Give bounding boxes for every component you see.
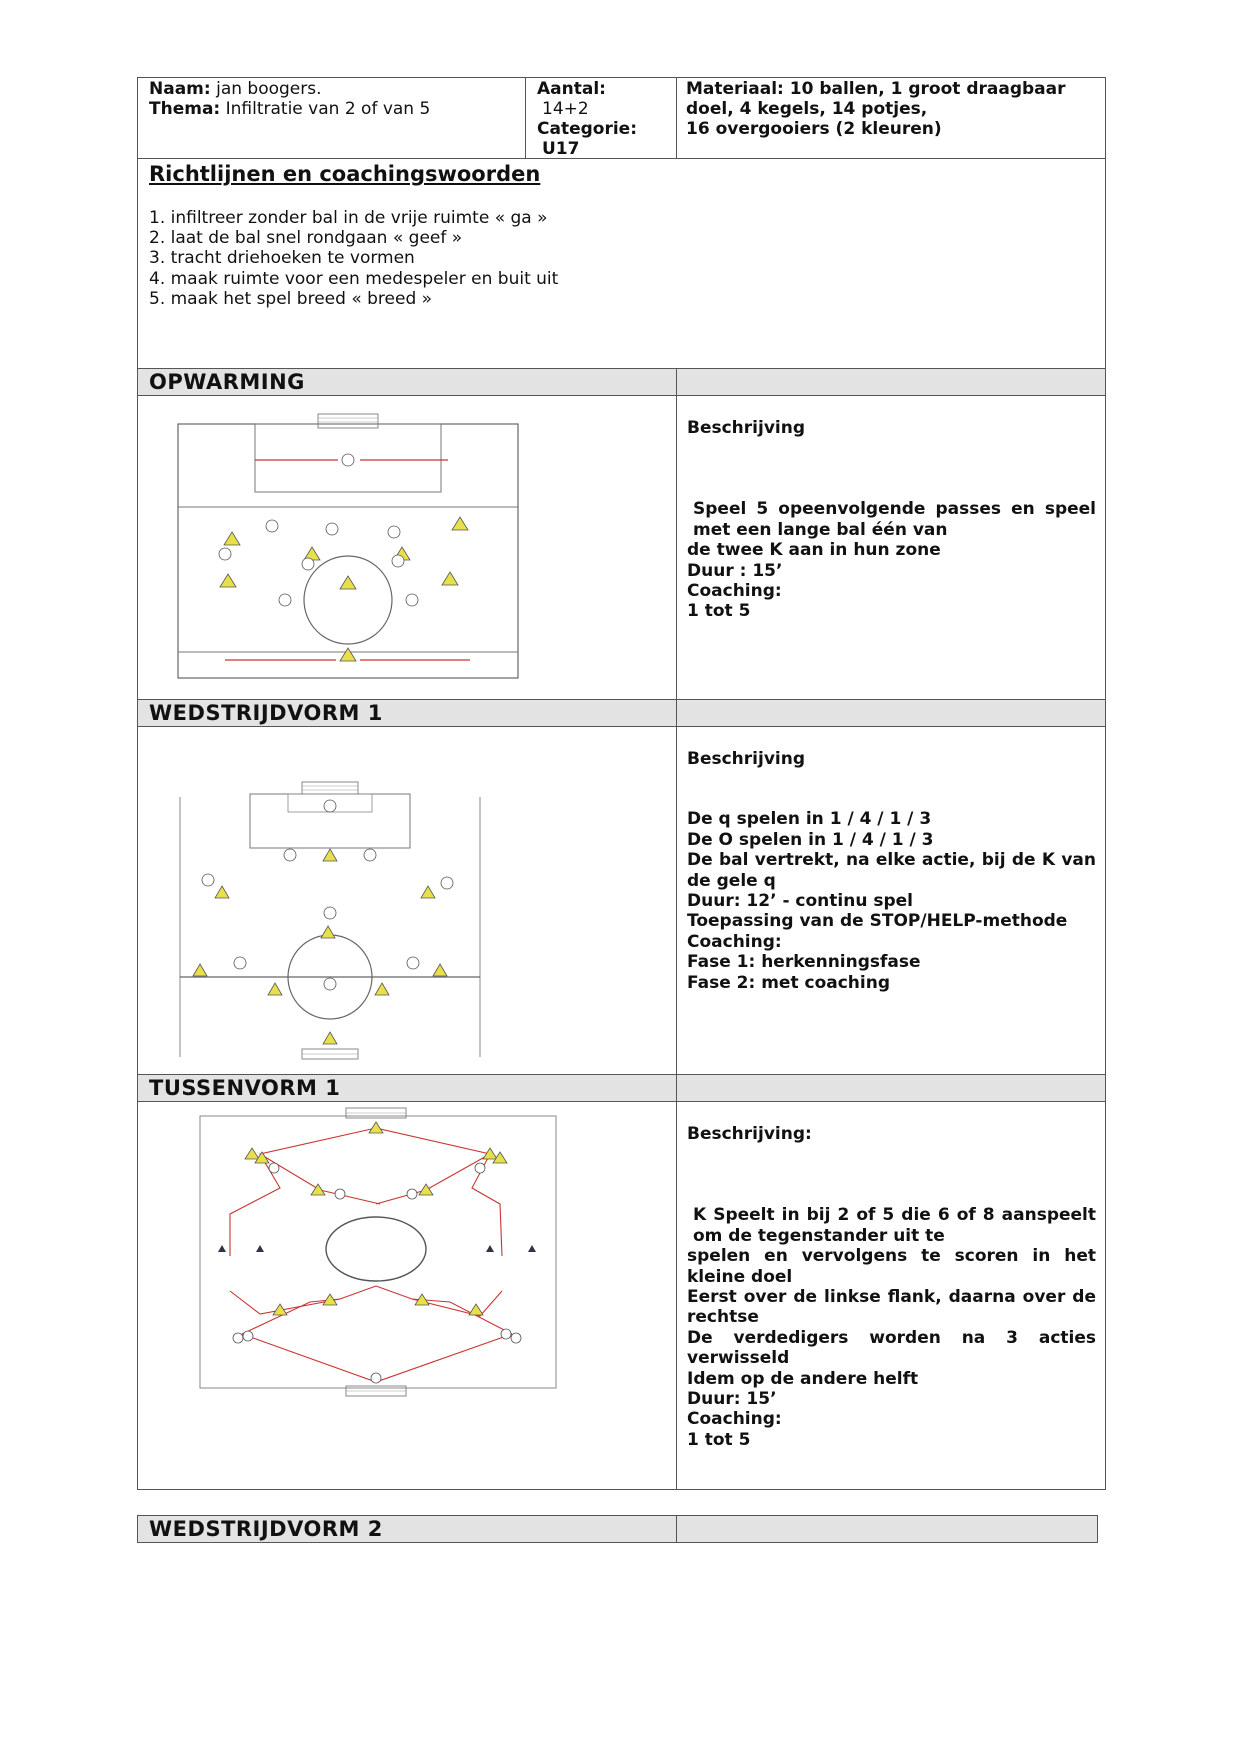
guideline-item: 3. tracht driehoeken te vormen	[149, 248, 415, 269]
description-title: Beschrijving	[687, 418, 806, 438]
description-paragraph: spelen en vervolgens te scoren in het kleine doel	[687, 1246, 1096, 1287]
description-line: De q spelen in 1 / 4 / 1 / 3	[687, 809, 932, 830]
guideline-item: 1. infiltreer zonder bal in de vrije ruimte « ga »	[149, 208, 548, 228]
description-line: Idem op de andere helft	[687, 1368, 919, 1389]
naam-value: jan boogers.	[216, 79, 322, 99]
guideline-item: 5. maak het spel breed « breed »	[149, 288, 433, 309]
wedstrijdvorm1-diagram	[170, 772, 590, 1062]
materiaal-line-2: doel, 4 kegels, 14 potjes,	[686, 99, 928, 119]
aantal-label: Aantal:	[537, 79, 606, 99]
materiaal-line-3: 16 overgooiers (2 kleuren)	[686, 119, 942, 139]
description-paragraph: De verdedigers worden na 3 acties verwisseld	[687, 1327, 1096, 1369]
guideline-item: 4. maak ruimte voor een medespeler en buit uit	[149, 268, 559, 289]
opwarming-description	[677, 418, 1106, 622]
description-paragraph: K Speelt in bij 2 of 5 die 6 of 8 aanspeelt om de tegenstander uit te	[693, 1205, 1096, 1246]
description-line: Toepassing van de STOP/HELP-methode	[687, 911, 1068, 932]
description-line: Coaching:	[687, 931, 782, 952]
cones	[220, 517, 468, 661]
guidelines-title: Richtlijnen en coachingswoorden	[149, 162, 541, 186]
opwarming-diagram	[170, 404, 590, 694]
player-markers	[233, 1163, 521, 1383]
description-line: 1 tot 5	[687, 1429, 751, 1450]
description-line: Coaching:	[687, 1409, 782, 1430]
categorie-label: Categorie:	[537, 119, 637, 139]
section-header-right	[677, 1075, 1106, 1102]
description-line: Coaching:	[687, 581, 782, 602]
description-line: Fase 1: herkenningsfase	[687, 952, 921, 973]
categorie-value: U17	[542, 139, 580, 159]
description-title: Beschrijving	[687, 749, 806, 769]
section-header-right	[677, 369, 1106, 396]
section-title: OPWARMING	[149, 370, 305, 394]
naam-line	[149, 79, 322, 99]
description-line: Duur: 12’ - continu spel	[687, 891, 914, 912]
cones	[193, 849, 447, 1044]
description-line: De O spelen in 1 / 4 / 1 / 3	[687, 829, 934, 850]
tussenvorm1-description	[677, 1124, 1106, 1450]
description-line: Duur: 15’	[687, 1389, 777, 1410]
wedstrijdvorm1-description	[677, 749, 1106, 993]
description-paragraph: Speel 5 opeenvolgende passes en speel met een lange bal één van	[693, 499, 1096, 540]
description-title: Beschrijving:	[687, 1124, 812, 1144]
description-line: de twee K aan in hun zone	[687, 540, 941, 561]
tussenvorm1-diagram	[190, 1106, 570, 1406]
aantal-value: 14+2	[542, 99, 589, 119]
description-line: Duur : 15’	[687, 560, 783, 581]
thema-label: Thema:	[149, 99, 221, 119]
guidelines-list	[149, 208, 558, 309]
section-title: WEDSTRIJDVORM 1	[149, 701, 383, 725]
section-title: TUSSENVORM 1	[149, 1076, 341, 1100]
description-paragraph: Eerst over de linkse flank, daarna over de rechtse	[687, 1287, 1096, 1328]
description-line: Fase 2: met coaching	[687, 972, 890, 993]
player-markers	[202, 800, 453, 990]
naam-label: Naam:	[149, 79, 211, 99]
guideline-item: 2. laat de bal snel rondgaan « geef »	[149, 228, 463, 249]
section-header-wedstrijdvorm1	[137, 700, 677, 727]
section-header-right	[677, 1515, 1098, 1543]
materiaal-line-1: Materiaal: 10 ballen, 1 groot draagbaar	[686, 79, 1066, 99]
small-markers	[218, 1245, 536, 1252]
section-header-wedstrijdvorm2	[137, 1515, 677, 1543]
thema-line	[149, 99, 430, 119]
description-line: 1 tot 5	[687, 601, 751, 622]
description-line: De bal vertrekt, na elke actie, bij de K van de gele q	[687, 850, 1096, 891]
section-header-opwarming	[137, 369, 677, 396]
section-header-right	[677, 700, 1106, 727]
section-title: WEDSTRIJDVORM 2	[149, 1517, 383, 1541]
section-header-tussenvorm1	[137, 1075, 677, 1102]
thema-value: Infiltratie van 2 of van 5	[225, 99, 431, 119]
